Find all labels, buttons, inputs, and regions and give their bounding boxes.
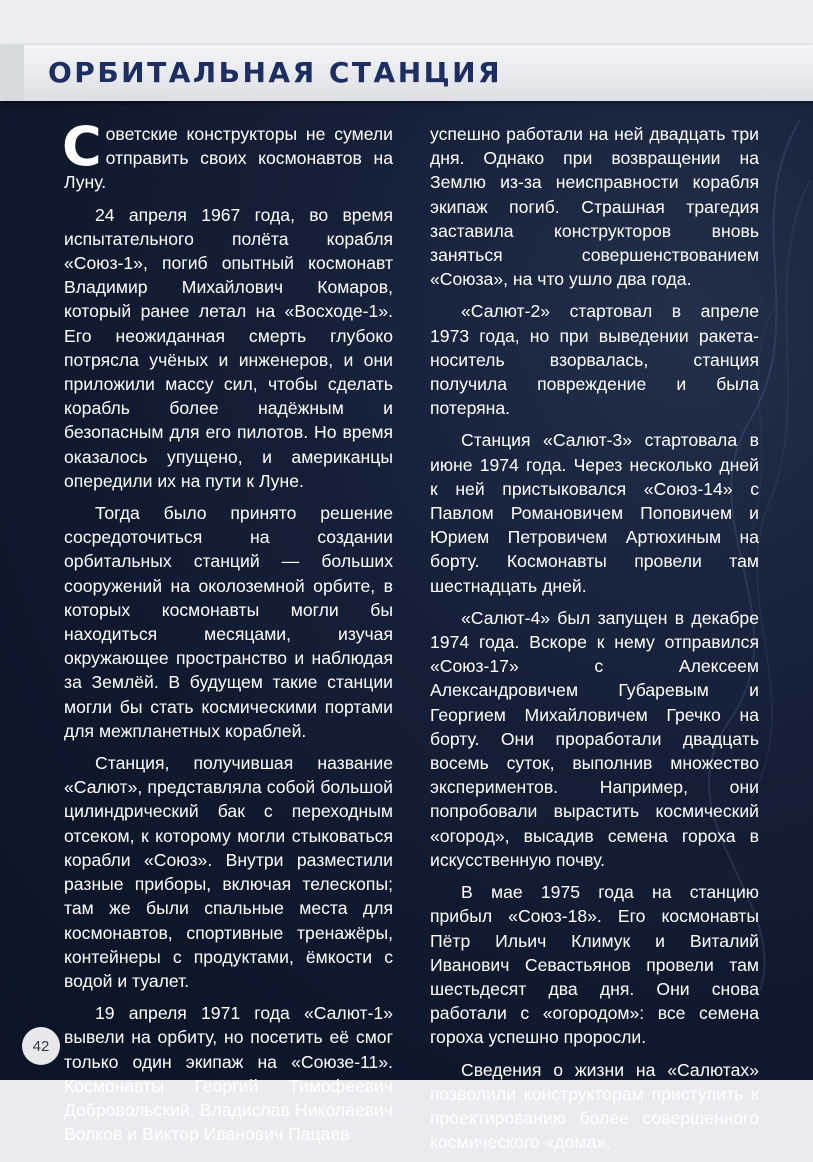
paragraph: «Салют-4» был запущен в декабре 1974 года. Вскоре к нему отправился «Союз-17» с Алексеем Александровичем Губаревым и Георгием Михайловичем Гречко на борту. Они проработали двадцать восемь суток, выполнив множество экспериментов. Например, они попробовали вырастить космический «огород», высадив семена гороха в искусственную почву.	[430, 607, 759, 870]
paragraph: 24 апреля 1967 года, во время испытательного полёта корабля «Союз-1», погиб опытный космонавт Владимир Михайлович Комаров, который ранее летал на «Восходе-1». Его неожиданная смерть глубоко потрясла учёных и инженеров, и они приложили массу сил, чтобы сделать корабль более надёжным и безопасным для его пилотов. Но время оказалось упущено, и американцы опередили их на пути к Луне.	[64, 204, 393, 491]
paragraph: «Салют-2» стартовал в апреле 1973 года, но при выведении ракета-носитель взорвалась, станция получила повреждение и была потеряна.	[430, 301, 759, 419]
page-number: 42	[32, 1037, 50, 1055]
paragraph: Станция, получившая название «Салют», представляла собой большой цилиндрический бак с переходным отсеком, к которому могли стыковаться корабли «Союз». Внутри разместили разные приборы, включая телескопы; там же были спальные места для космонавтов, спортивные тренажёры, контейнеры с продуктами, ёмкости с водой и туалет.	[64, 753, 393, 991]
page-title: ОРБИТАЛЬНАЯ СТАНЦИЯ	[48, 56, 503, 89]
paragraph	[62, 115, 393, 195]
paragraph: В мае 1975 года на станцию прибыл «Союз-18». Его космонавты Пётр Ильич Климук и Виталий Иванович Севастьянов провели там шестьдесят два дня. Они снова работали с «огородом»: все семена гороха успешно проросли.	[430, 882, 759, 1048]
title-bar-accent	[0, 45, 24, 101]
paragraph: Станция «Салют-3» стартовала в июне 1974 года. Через несколько дней к ней пристыковался «Союз-14» с Павлом Романовичем Поповичем и Юрием Петровичем Артюхиным на борту. Космонавты провели там шестнадцать дней.	[430, 430, 759, 596]
paragraph-text: оветские конструкторы не сумели отправить своих космонавтов на Луну.	[64, 124, 393, 193]
title-bar	[0, 45, 813, 101]
paragraph: Тогда было принято решение сосредоточиться на создании орбитальных станций — больших сооружений на околоземной орбите, в которых космонавты могли бы находиться месяцами, изучая окружающее пространство и наблюдая за Землёй. В будущем такие станции могли бы стать космическими портами для межпланетных кораблей.	[64, 503, 393, 741]
paragraph: Сведения о жизни на «Салютах» позволили конструкторам приступить к проектированию более совершенного космического «дома».	[430, 1059, 759, 1153]
paragraph: успешно работали на ней двадцать три дня. Однако при возвращении на Землю из-за неисправности корабля экипаж погиб. Страшная трагедия заставила конструкторов вновь заняться совершенствованием «Союза», на что ушло два года.	[430, 124, 759, 290]
drop-cap: С	[62, 115, 102, 178]
paragraph: 19 апреля 1971 года «Салют-1» вывели на орбиту, но посетить её смог только один экипаж на «Союзе-11». Космонавты Георгий Тимофеевич Добровольский, Владислав Николаевич Волков и Виктор Иванович Пацаев	[64, 1003, 393, 1145]
text-column-left	[62, 115, 393, 1154]
text-column-right	[430, 122, 759, 1162]
page-number-badge	[22, 1027, 60, 1065]
top-margin-strip	[0, 0, 813, 45]
